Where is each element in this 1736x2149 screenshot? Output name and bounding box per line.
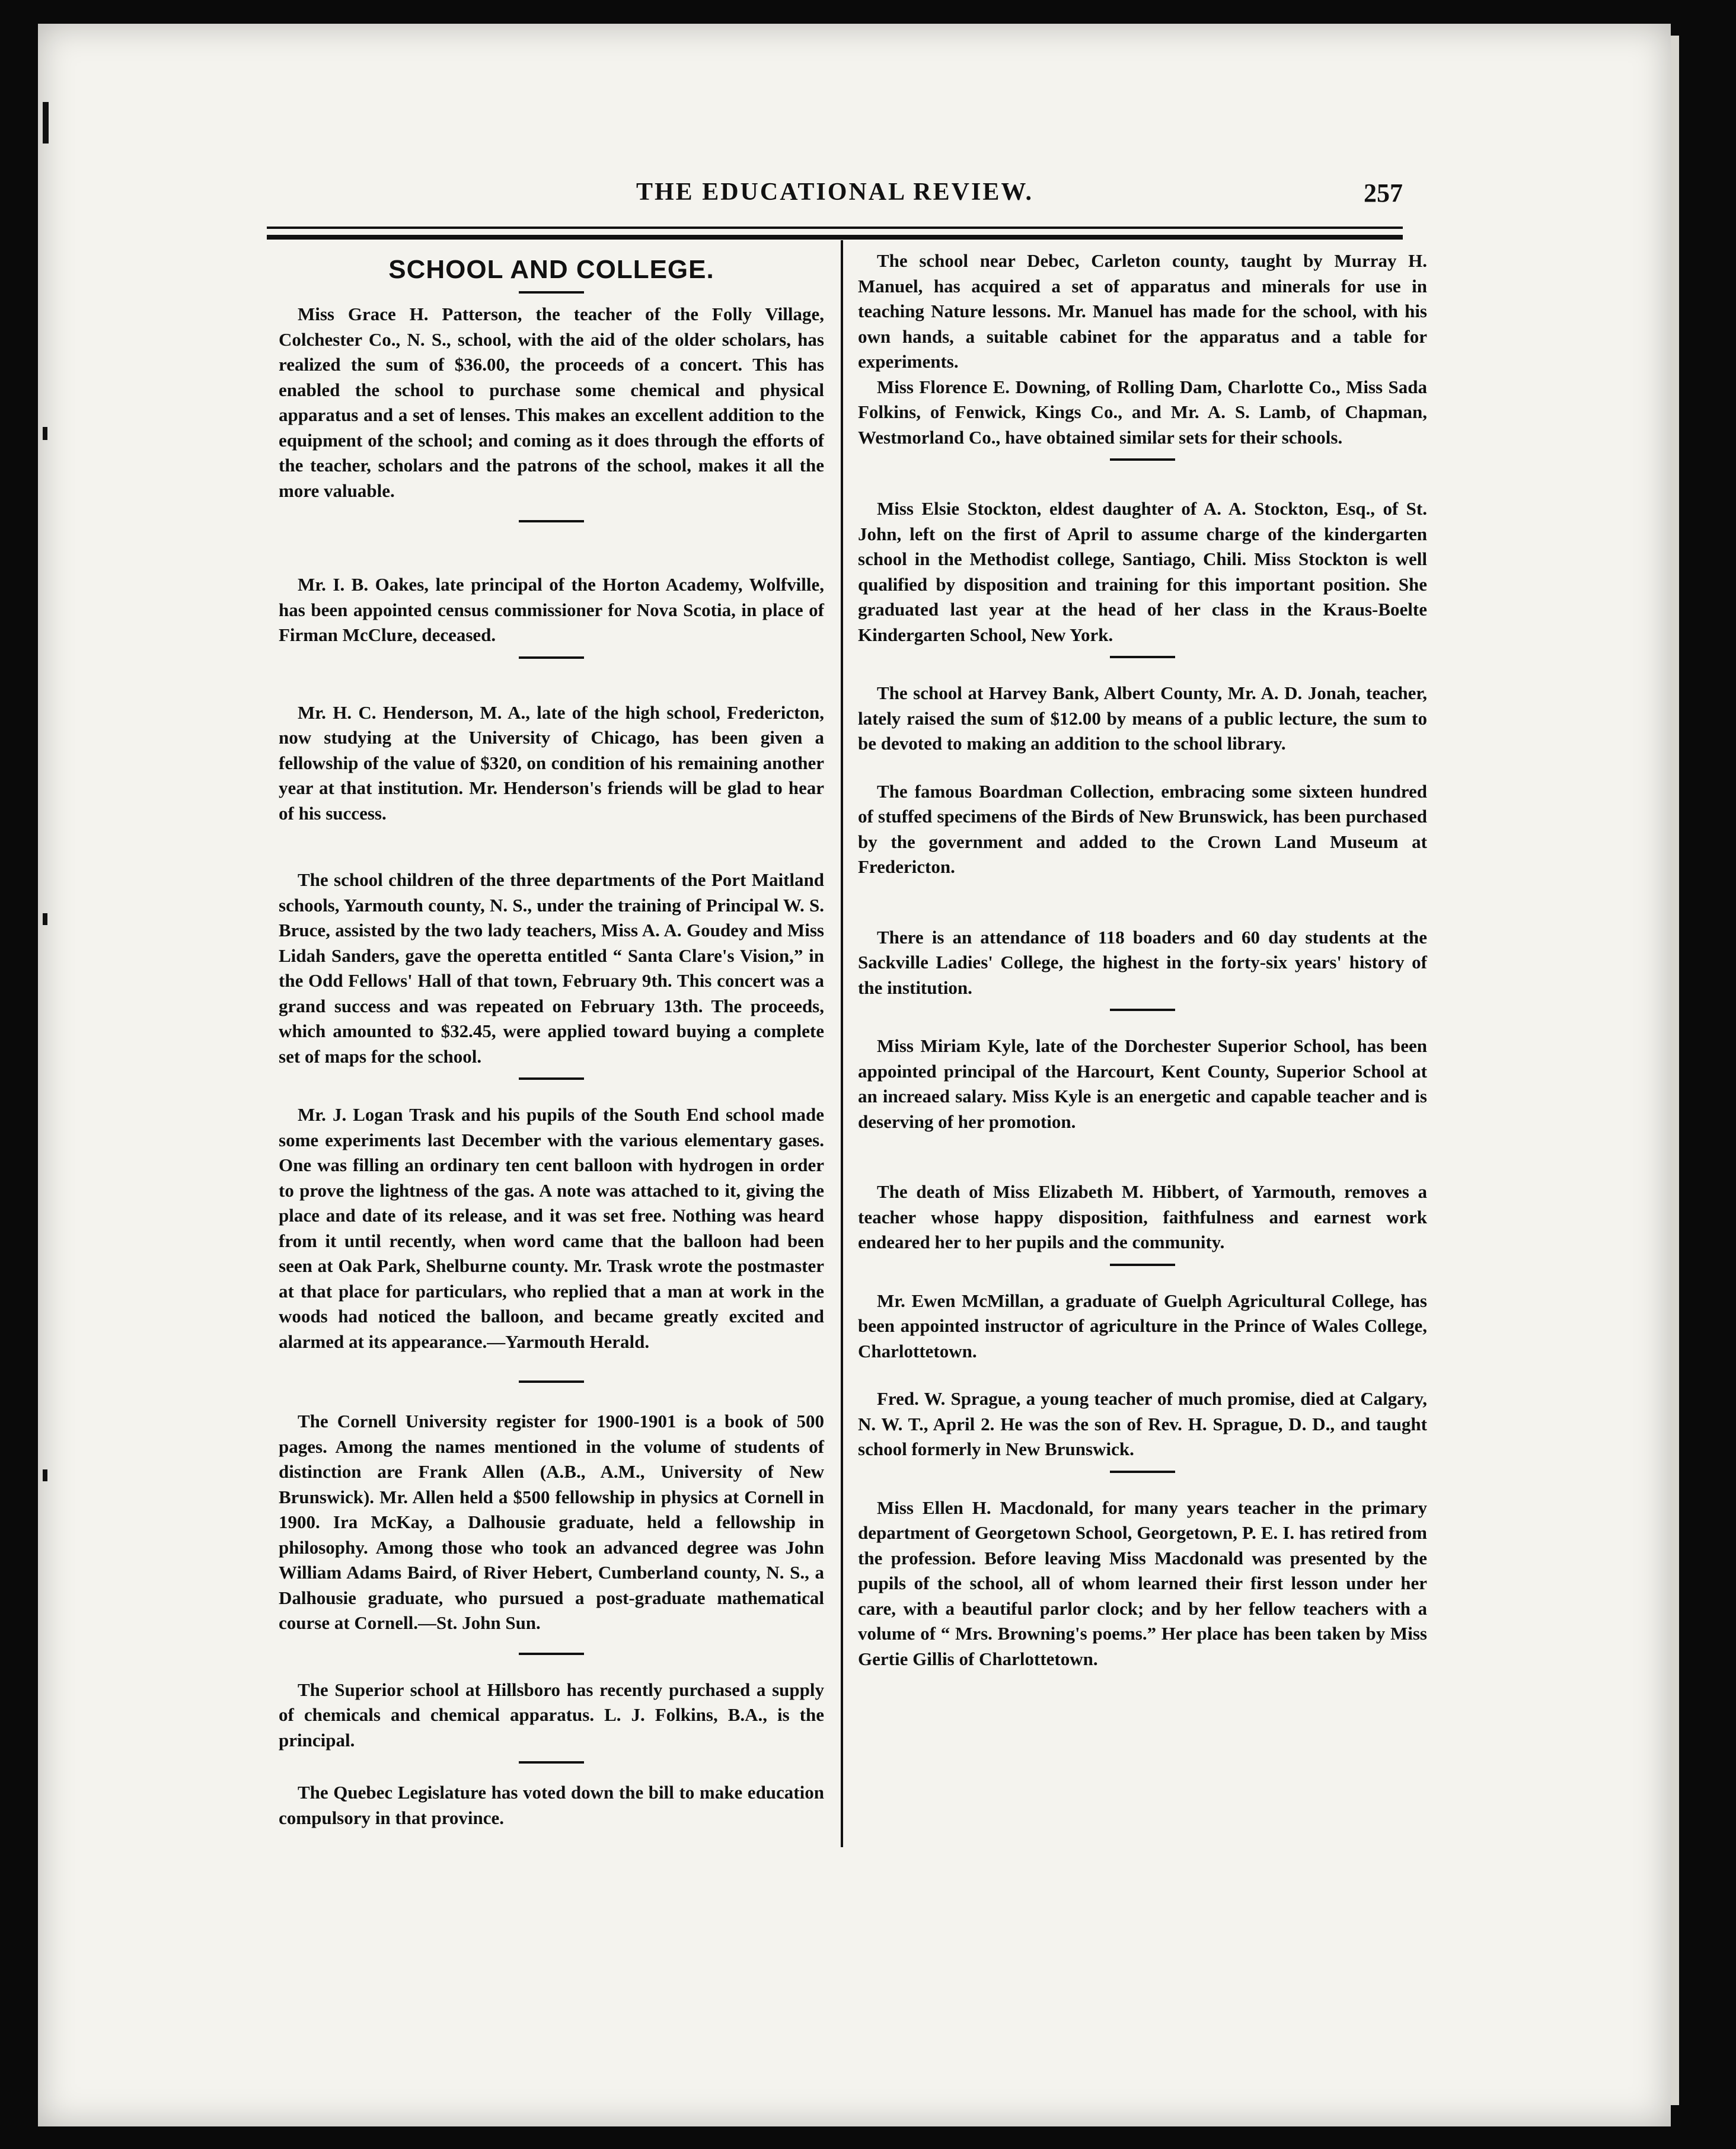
right-column [858, 240, 1427, 1672]
article-port-maitland-operetta: The school children of the three departments of the Port Maitland schools, Yarmouth county, N. S., under the training of Principal W. S. Bruce, assisted by the two lady teachers, Miss A. A. Goudey and Miss Lidah Sanders, gave the operetta entitled “ Santa Clare's Vision,” in the Odd Fellows' Hall of that town, February 9th. This concert was a grand success and was repeated on February 13th. The proceeds, which amounted to $32.45, were applied toward buying a complete set of maps for the school. [279, 869, 824, 1067]
margin-mark [43, 913, 47, 925]
article-kyle-appointment: Miss Miriam Kyle, late of the Dorchester Superior School, has been appointed principal of the Harcourt, Kent County, Superior School at an increaed salary. Miss Kyle is an energetic and capable teacher and is deserving of her promotion. [858, 1035, 1427, 1132]
journal-title: THE EDUCATIONAL REVIEW. [636, 178, 1033, 206]
article-patterson-concert: Miss Grace H. Patterson, the teacher of the Folly Village, Colchester Co., N. S., school, with the aid of the older scholars, has realized the sum of $36.00, the proceeds of a concert. This has enabled the school to purchase some chemical and physical apparatus and a set of lenses. This makes an excellent addition to the equipment of the school; and coming as it does through the efforts of the teacher, scholars and the patrons of the school, makes it all the more valuable. [279, 304, 824, 501]
article-henderson-fellowship: Mr. H. C. Henderson, M. A., late of the high school, Fredericton, now studying at the University of Chicago, has been given a fellowship of the value of $320, on condition of his remaining another year at that institution. Mr. Henderson's friends will be glad to hear of his success. [279, 702, 824, 824]
article-macdonald-retirement: Miss Ellen H. Macdonald, for many years teacher in the primary department of Georgetown School, Georgetown, P. E. I. has retired from the profession. Before leaving Miss Macdonald was presented by the pupils of the school, all of whom learned their first lesson under her care, with a beautiful parlor clock; and by her fellow teachers with a volume of “ Mrs. Browning's poems.” Her place has been taken by Miss Gertie Gillis of Charlottetown. [858, 1497, 1427, 1669]
article-similar-sets: Miss Florence E. Downing, of Rolling Dam, Charlotte Co., Miss Sada Folkins, of Fenwick, Kings Co., and Mr. A. S. Lamb, of Chapman, Westmorland Co., have obtained similar sets for their schools. [858, 376, 1427, 448]
article-quebec-legislature: The Quebec Legislature has voted down the bill to make education compulsory in that province. [279, 1782, 824, 1828]
header-rule-thick [267, 235, 1403, 240]
section-title: SCHOOL AND COLLEGE. [388, 255, 714, 284]
article-stockton-kindergarten: Miss Elsie Stockton, eldest daughter of A. A. Stockton, Esq., of St. John, left on the first of April to assume charge of the kindergarten school in the Methodist college, Santiago, Chili. Miss Stockton is well qualified by disposition and training for this important position. She graduated last year at the head of her class in the Kraus-Boelte Kindergarten School, New York. [858, 498, 1427, 645]
article-trask-balloon: Mr. J. Logan Trask and his pupils of the South End school made some experiments last December with the various elementary gases. One was filling an ordinary ten cent balloon with hydrogen in order to prove the lightness of the gas. A note was attached to it, giving the place and date of its release, and it was set free. Nothing was heard from it until recently, when word came that the balloon had been seen at Oak Park, Shelburne county. Mr. Trask wrote the postmaster at that place for particulars, who replied that a man at work in the woods had noticed the balloon, and became greatly excited and alarmed at its appearance.—Yarmouth Herald. [279, 1104, 824, 1352]
running-header [267, 178, 1403, 211]
article-hibbert-death: The death of Miss Elizabeth M. Hibbert, of Yarmouth, removes a teacher whose happy disposition, faithfulness and earnest work endeared her to her pupils and the community. [858, 1181, 1427, 1252]
column-divider [841, 240, 843, 1847]
article-oakes-census: Mr. I. B. Oakes, late principal of the Horton Academy, Wolfville, has been appointed census commissioner for Nova Scotia, in place of Firman McClure, deceased. [279, 574, 824, 645]
article-mcmillan-appointment: Mr. Ewen McMillan, a graduate of Guelph Agricultural College, has been appointed instructor of agriculture in the Prince of Wales College, Charlottetown. [858, 1290, 1427, 1362]
margin-mark [43, 1469, 47, 1481]
page-edge [1671, 36, 1679, 2105]
article-debec-school: The school near Debec, Carleton county, taught by Murray H. Manuel, has acquired a set of apparatus and minerals for use in teaching Nature lessons. Mr. Manuel has made for the school, with his own hands, a suitable cabinet for the apparatus and a table for experiments. [858, 250, 1427, 372]
page-number: 257 [1364, 178, 1403, 208]
article-hillsboro-school: The Superior school at Hillsboro has recently purchased a supply of chemicals and chemical apparatus. L. J. Folkins, B.A., is the principal. [279, 1679, 824, 1751]
margin-mark [43, 427, 47, 440]
margin-mark [43, 102, 49, 144]
article-sackville-college: There is an attendance of 118 boaders and 60 day students at the Sackville Ladies' College, the highest in the forty-six years' history of the institution. [858, 926, 1427, 998]
article-boardman-collection: The famous Boardman Collection, embracing some sixteen hundred of stuffed specimens of the Birds of New Brunswick, has been purchased by the government and added to the Crown Land Museum at Fredericton. [858, 780, 1427, 877]
left-column [279, 240, 824, 1831]
article-harvey-bank: The school at Harvey Bank, Albert County, Mr. A. D. Jonah, teacher, lately raised the sum of $12.00 by means of a public lecture, the sum to be devoted to making an addition to the school library. [858, 683, 1427, 754]
article-sprague-death: Fred. W. Sprague, a young teacher of much promise, died at Calgary, N. W. T., April 2. He was the son of Rev. H. Sprague, D. D., and taught school formerly in New Brunswick. [858, 1388, 1427, 1459]
header-rule-thin [267, 227, 1403, 229]
article-cornell-register: The Cornell University register for 1900-1901 is a book of 500 pages. Among the names mentioned in the volume of students of distinction are Frank Allen (A.B., A.M., University of New Brunswick). Mr. Allen held a $500 fellowship in physics at Cornell in 1900. Ira McKay, a Dalhousie graduate, held a fellowship in philosophy. Among those who took an advanced degree was John William Adams Baird, of River Hebert, Cumberland county, N. S., a Dalhousie graduate, who pursued a post-graduate mathematical course at Cornell.—St. John Sun. [279, 1411, 824, 1633]
